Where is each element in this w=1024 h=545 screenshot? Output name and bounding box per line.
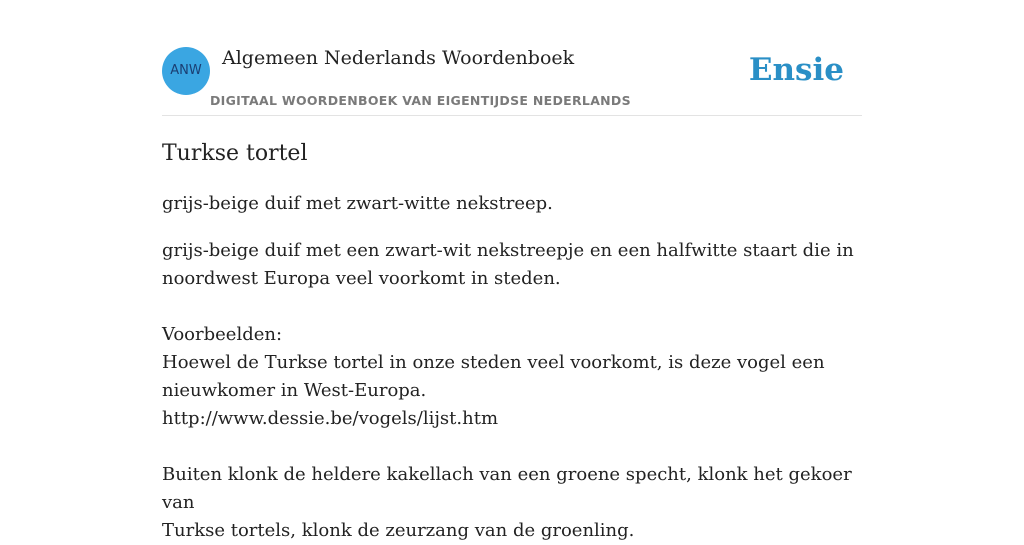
site-tagline: DIGITAAL WOORDENBOEK VAN EIGENTIJDSE NEDERLANDS	[210, 93, 631, 108]
definition-line: grijs-beige duif met een zwart-wit nekstreepje en een halfwitte staart die in	[162, 240, 854, 261]
example-source: http://www.dessie.be/vogels/lijst.htm	[162, 408, 499, 429]
example-line: Hoewel de Turkse tortel in onze steden veel voorkomt, is deze vogel een	[162, 352, 825, 373]
long-definition	[162, 237, 862, 545]
anw-logo[interactable]: ANW	[162, 47, 210, 95]
short-definition: grijs-beige duif met zwart-witte nekstreep.	[162, 193, 553, 214]
site-header	[162, 0, 862, 116]
site-title[interactable]: Algemeen Nederlands Woordenboek	[222, 47, 575, 69]
entry-content	[162, 128, 862, 545]
ensie-brand-link[interactable]: Ensie	[748, 52, 844, 88]
example-line: nieuwkomer in West-Europa.	[162, 380, 427, 401]
definition-line: noordwest Europa veel voorkomt in steden.	[162, 268, 561, 289]
spacer	[162, 293, 862, 321]
example-line: Turkse tortels, klonk de zeurzang van de groenling.	[162, 520, 635, 541]
entry-term: Turkse tortel	[162, 141, 308, 166]
example-line: Buiten klonk de heldere kakellach van een groene specht, klonk het gekoer van	[162, 464, 852, 513]
examples-heading: Voorbeelden:	[162, 324, 283, 345]
spacer	[162, 433, 862, 461]
